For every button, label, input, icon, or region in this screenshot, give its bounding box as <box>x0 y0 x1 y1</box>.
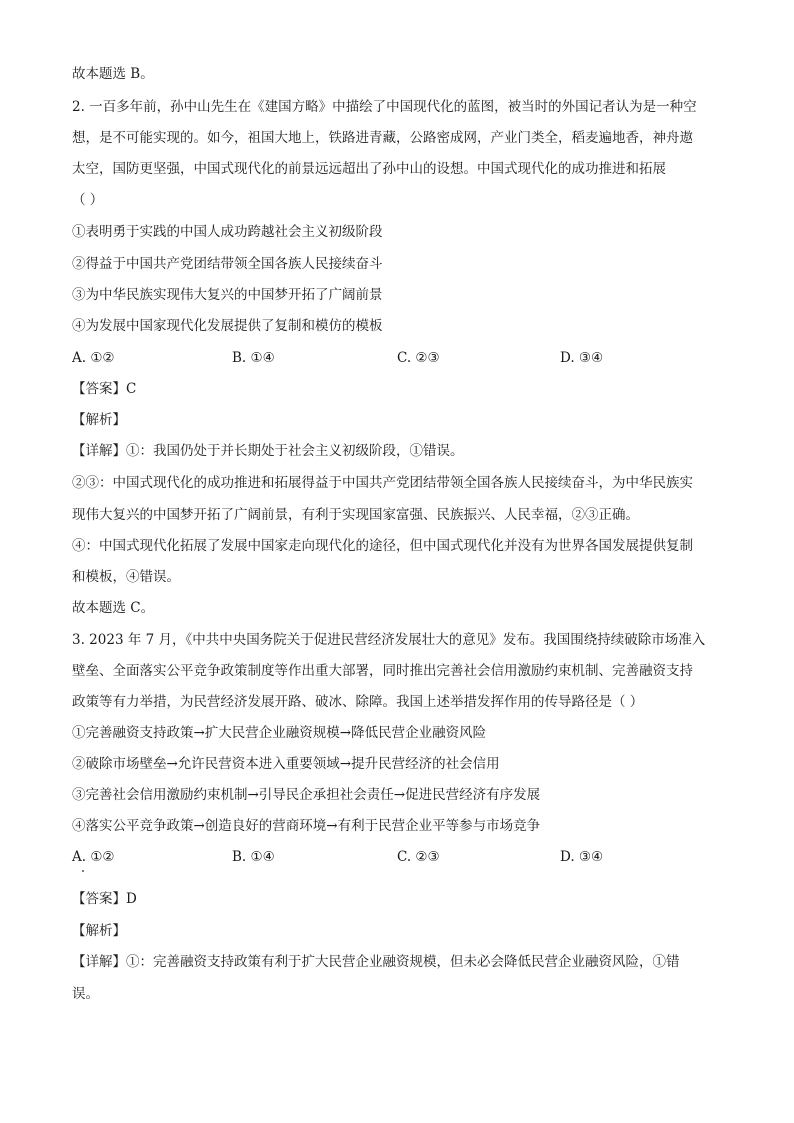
q3-item-1: ①完善融资支持政策→扩大民营企业融资规模→降低民营企业融资风险 <box>72 725 487 741</box>
q3-stem-line-2: 壁垒、全面落实公平竞争政策制度等作出重大部署，同时推出完善社会信用激励约束机制、完善融资支持 <box>72 663 693 679</box>
q1-conclusion: 故本题选 B。 <box>72 66 154 82</box>
q2-explanation-line-2: ②③：中国式现代化的成功推进和拓展得益于中国共产党团结带领全国各族人民接续奋斗，为中华民族实 <box>72 475 693 491</box>
q3-stem-line-1: 3. 2023 年 7 月，《中共中央国务院关于促进民营经济发展壮大的意见》发布。我国围绕持续破除市场准入 <box>72 632 706 648</box>
q3-option-c: C. ②③ <box>397 849 440 865</box>
q3-analysis-label: 【解析】 <box>72 923 126 939</box>
q2-option-d: D. ③④ <box>560 350 604 366</box>
q3-answer: 【答案】D <box>72 891 137 907</box>
q2-stem-line-2: 想，是不可能实现的。如今，祖国大地上，铁路进青藏，公路密成网，产业门类全，稻麦遍地香，神舟遨 <box>72 130 693 146</box>
q2-stem-line-1: 2. 一百多年前，孙中山先生在《建国方略》中描绘了中国现代化的蓝图，被当时的外国记者认为是一种空 <box>72 99 697 115</box>
q2-option-b: B. ①④ <box>232 350 275 366</box>
q2-item-2: ②得益于中国共产党团结带领全国各族人民接续奋斗 <box>72 256 383 272</box>
q2-explanation-line-3: 现伟大复兴的中国梦开拓了广阔前景，有利于实现国家富强、民族振兴、人民幸福，②③正确。 <box>72 507 639 523</box>
q2-item-1: ①表明勇于实践的中国人成功跨越社会主义初级阶段 <box>72 224 383 240</box>
q2-option-c: C. ②③ <box>397 350 440 366</box>
q2-item-4: ④为发展中国家现代化发展提供了复制和模仿的模板 <box>72 318 383 334</box>
q3-option-a: A. ①② <box>72 849 115 865</box>
q3-item-3: ③完善社会信用激励约束机制→引导民企承担社会责任→促进民营经济有序发展 <box>72 787 541 803</box>
stray-mark <box>82 870 84 872</box>
q3-explanation-line-2: 误。 <box>72 986 99 1002</box>
q2-answer: 【答案】C <box>72 381 137 397</box>
q3-item-2: ②破除市场壁垒→允许民营资本进入重要领域→提升民营经济的社会信用 <box>72 756 500 772</box>
q2-explanation-line-4: ④：中国式现代化拓展了发展中国家走向现代化的途径，但中国式现代化并没有为世界各国发展提供复制 <box>72 538 693 554</box>
q3-option-d: D. ③④ <box>560 849 604 865</box>
q2-item-3: ③为中华民族实现伟大复兴的中国梦开拓了广阔前景 <box>72 287 383 303</box>
q2-explanation-line-5: 和模板，④错误。 <box>72 569 180 585</box>
q2-analysis-label: 【解析】 <box>72 412 126 428</box>
q3-option-b: B. ①④ <box>232 849 275 865</box>
q3-item-4: ④落实公平竞争政策→创造良好的营商环境→有利于民营企业平等参与市场竞争 <box>72 818 541 834</box>
q2-option-a: A. ①② <box>72 350 115 366</box>
q3-stem-line-3: 政策等有力举措，为民营经济发展开路、破冰、除障。我国上述举措发挥作用的传导路径是（ ） <box>72 694 644 710</box>
q2-explanation-line-1: 【详解】①：我国仍处于并长期处于社会主义初级阶段，①错误。 <box>72 443 464 459</box>
q2-answer-blank: （ ） <box>72 192 104 208</box>
q2-conclusion: 故本题选 C。 <box>72 600 155 616</box>
q3-explanation-line-1: 【详解】①：完善融资支持政策有利于扩大民营企业融资规模，但未必会降低民营企业融资风险，①错 <box>72 954 680 970</box>
q2-stem-line-3: 太空，国防更坚强，中国式现代化的前景远远超出了孙中山的设想。中国式现代化的成功推进和拓展 <box>72 161 666 177</box>
